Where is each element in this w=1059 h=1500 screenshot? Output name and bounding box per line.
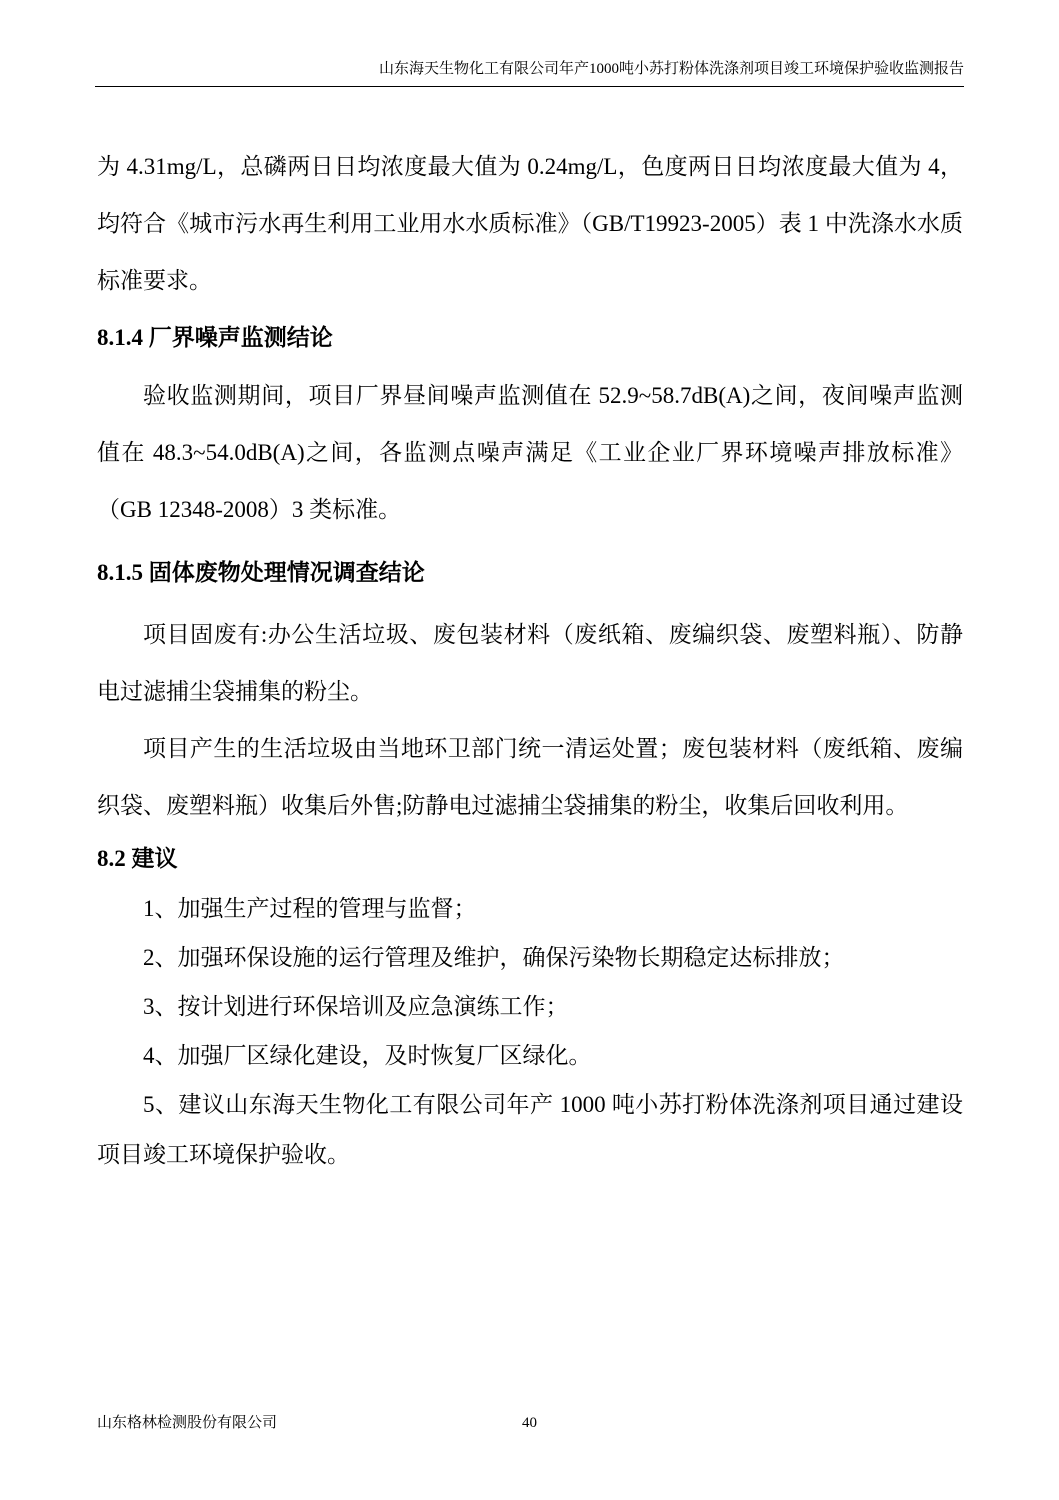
footer-company: 山东格林检测股份有限公司 [97, 1415, 278, 1431]
suggestion-item-2: 2、加强环保设施的运行管理及维护，确保污染物长期稳定达标排放； [143, 945, 845, 970]
heading-8-2: 8.2 建议 [97, 846, 178, 871]
header-divider [95, 86, 964, 87]
paragraph-continuation: 为 4.31mg/L，总磷两日日均浓度最大值为 0.24mg/L，色度两日日均浓度最大值为 4，均符合《城市污水再生利用工业用水水质标准》（GB/T19923-2005）表 1 中洗涤水水质标准要求。 [97, 154, 963, 293]
paragraph-solid-waste-2: 项目产生的生活垃圾由当地环卫部门统一清运处置；废包装材料（废纸箱、废编织袋、废塑料瓶）收集后外售;防静电过滤捕尘袋捕集的粉尘，收集后回收利用。 [97, 736, 963, 818]
suggestion-item-4: 4、加强厂区绿化建设，及时恢复厂区绿化。 [143, 1043, 592, 1068]
heading-8-1-4: 8.1.4 厂界噪声监测结论 [97, 325, 333, 350]
running-header: 山东海天生物化工有限公司年产1000吨小苏打粉体洗涤剂项目竣工环境保护验收监测报告 [378, 61, 964, 77]
page-number: 40 [522, 1415, 537, 1431]
suggestion-item-1: 1、加强生产过程的管理与监督； [143, 896, 477, 921]
paragraph-noise: 验收监测期间，项目厂界昼间噪声监测值在 52.9~58.7dB(A)之间，夜间噪声监测值在 48.3~54.0dB(A)之间，各监测点噪声满足《工业企业厂界环境噪声排放标准》（GB 12348-2008）3 类标准。 [97, 383, 963, 522]
heading-8-1-5: 8.1.5 固体废物处理情况调查结论 [97, 560, 425, 585]
paragraph-solid-waste-1: 项目固废有:办公生活垃圾、废包装材料（废纸箱、废编织袋、废塑料瓶）、防静电过滤捕尘袋捕集的粉尘。 [97, 622, 963, 704]
page-body [97, 138, 963, 1180]
suggestion-item-5: 5、建议山东海天生物化工有限公司年产 1000 吨小苏打粉体洗涤剂项目通过建设项目竣工环境保护验收。 [97, 1092, 963, 1167]
suggestion-item-3: 3、按计划进行环保培训及应急演练工作； [143, 994, 569, 1019]
